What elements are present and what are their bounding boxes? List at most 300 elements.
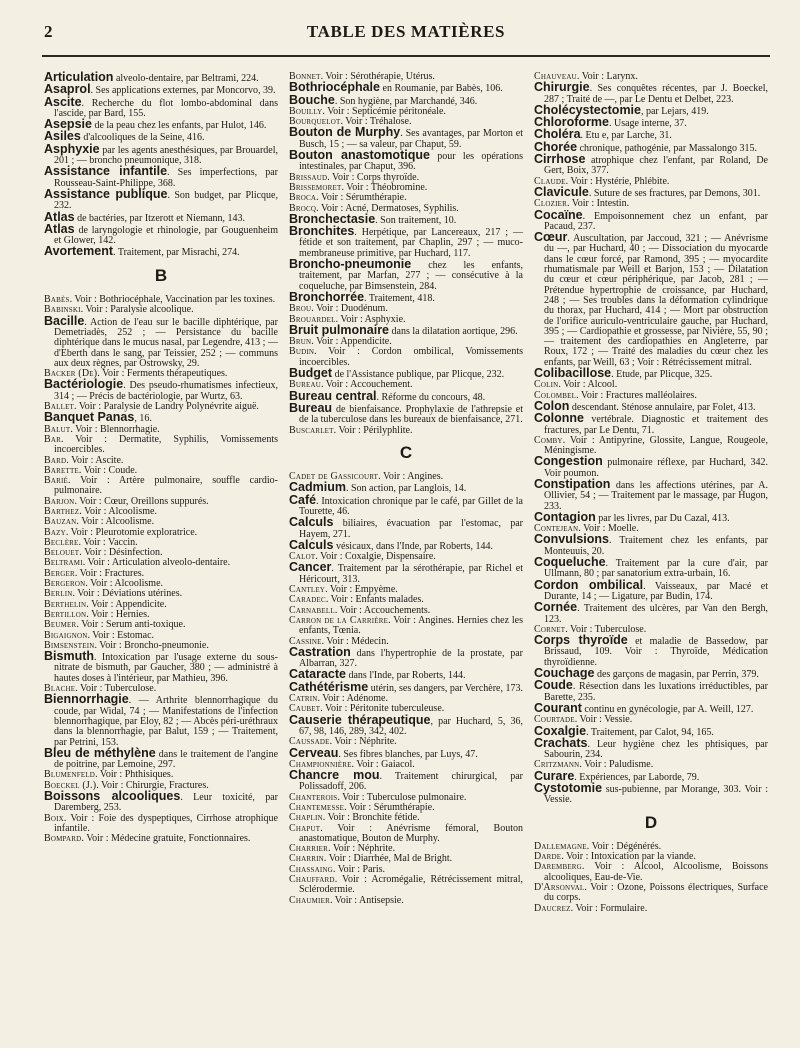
entry-author: Bertillon	[44, 608, 87, 620]
entry-text: . Voir : Anévrisme fémoral, Bouton anastomatique, Bouton de Murphy.	[299, 822, 523, 844]
entry-heading: Bronchorrée	[289, 289, 365, 304]
entry-heading: Congestion	[534, 454, 603, 469]
entry-text: . Voir : Tuberculose.	[565, 623, 647, 635]
entry-heading: Bothriocéphale	[289, 80, 380, 95]
entry-text: dans la dilatation aortique, 296.	[389, 325, 518, 337]
entry-heading: Bouton de Murphy	[289, 125, 401, 140]
entry-author: Berthelin	[44, 598, 87, 610]
entry-text: . Suture de ses fractures, par Demons, 301.	[588, 187, 761, 199]
entry-heading: Cathétérisme	[289, 679, 369, 694]
entry-author: Blache	[44, 683, 76, 695]
entry-text: . Voir : Chirurgie, Fractures.	[96, 779, 209, 791]
entry-text: . Empoisonnement chez un enfant, par Pacaud, 237.	[544, 210, 768, 232]
entry-heading: Choléra	[534, 127, 581, 142]
entry-author: Boix	[44, 812, 64, 824]
page-number: 2	[44, 22, 53, 41]
entry-text: . Voir : Hernies.	[86, 608, 150, 620]
index-entry	[289, 426, 523, 436]
entry-author: Caussade	[289, 736, 330, 748]
entry-text: . Voir : Vessie.	[574, 714, 633, 726]
entry-text: , par Lejars, 419.	[640, 105, 709, 117]
entry-author: Brouardel	[289, 313, 336, 325]
entry-heading: Curare	[534, 768, 575, 783]
entry-heading: Assistance infantile	[44, 164, 168, 179]
entry-text: dans l'Inde, par Roberts, 144.	[345, 670, 466, 682]
entry-text: . Voir : Serum anti-toxique.	[76, 619, 186, 631]
entry-author: Daremberg	[534, 861, 582, 873]
index-entry	[44, 791, 278, 814]
entry-text: . Voir : Paralysie alcoolique.	[80, 304, 194, 316]
entry-text: biliaires, évacuation par l'estomac, par Hayem, 271.	[299, 518, 523, 540]
entry-text: de bactéries, par Itzerott et Niemann, 143.	[74, 212, 246, 224]
index-column-left	[44, 72, 278, 844]
entry-heading: Calculs	[289, 537, 334, 552]
entry-text: . Voir : Fractures.	[74, 567, 145, 579]
index-entry	[534, 577, 768, 603]
entry-text: . Voir : Estomac.	[87, 629, 155, 641]
index-entry	[534, 154, 768, 177]
entry-heading: Bismuth	[44, 649, 94, 664]
entry-author: Bar	[44, 433, 61, 445]
entry-text: . Résection dans les luxations irréductibles, par Barette, 235.	[544, 681, 768, 703]
entry-author: Daucrez	[534, 902, 571, 914]
index-entry	[534, 680, 768, 703]
entry-text: . Voir : Alcoolisme.	[76, 516, 155, 528]
entry-heading: Colon	[534, 398, 570, 413]
entry-heading: Bruit pulmonaire	[289, 322, 390, 337]
entry-heading: Cordon ombilical	[534, 577, 644, 592]
entry-heading: Bactériologie	[44, 377, 124, 392]
index-entry	[534, 456, 768, 479]
entry-text: atrophique chez l'enfant, par Roland, De Gert, Boix, 377.	[544, 155, 768, 177]
entry-text: . Voir : Acromégalie, Rétrécissement mitral, Sclérodermie.	[299, 874, 523, 896]
entry-author: Babès	[44, 294, 70, 306]
entry-text: . Réforme du concours, 48.	[376, 391, 486, 403]
entry-author: Cornet	[534, 623, 566, 635]
entry-author: Boeckel (J.)	[44, 779, 97, 791]
entry-author: Darde	[534, 851, 562, 863]
entry-text: . Traitement, par Misrachi, 274.	[113, 247, 240, 259]
entry-text: . Voir : Intestin.	[566, 198, 630, 210]
index-entry	[289, 712, 524, 738]
entry-author: Bigaignon	[44, 629, 88, 641]
entry-author: Barié	[44, 475, 69, 487]
index-entry	[44, 745, 279, 771]
entry-text: . Voir : Artère pulmonaire, souffle cardio-pulmonaire.	[54, 475, 278, 497]
entry-heading: Colonne	[534, 411, 584, 426]
entry-heading: Cataracte	[289, 667, 346, 682]
entry-text: et maladie de Bassedow, par Brissaud, 109. Voir : Thyroïde, Médication thyroïdienne.	[544, 636, 768, 668]
entry-text: . Voir : Bronchite fétide.	[322, 812, 420, 824]
entry-text: . Voir : Hystérie, Phlébite.	[565, 175, 670, 187]
entry-heading: Cocaïne	[534, 207, 583, 222]
entry-text: . Voir : Néphrite.	[328, 843, 396, 855]
entry-text: . Ses imperfections, par Rousseau-Saint-Philippe, 368.	[54, 167, 278, 189]
entry-heading: Bouton anastomotique	[289, 148, 430, 163]
entry-heading: Cystotomie	[534, 781, 603, 795]
entry-text: . Voir : Alcoolisme.	[85, 578, 164, 590]
entry-heading: Cirrhose	[534, 152, 586, 167]
entry-author: Balut	[44, 423, 71, 435]
entry-author: Broca	[289, 192, 317, 204]
index-entry	[289, 226, 523, 259]
index-entry	[289, 875, 523, 896]
entry-text: . Voir : Appendicite.	[311, 336, 392, 348]
entry-author: Chaumier	[289, 894, 330, 906]
index-entry	[44, 435, 278, 456]
entry-text: . Voir : Broncho-pneumonie.	[94, 639, 209, 651]
entry-heading: Bleu de méthylène	[44, 745, 156, 760]
entry-heading: Cerveau	[289, 745, 339, 760]
entry-text: . Voir : Acné, Dermatoses, Syphilis.	[316, 202, 459, 214]
entry-heading: Cholécystectomie	[534, 102, 641, 117]
entry-text: . Voir : Alcool.	[558, 379, 618, 391]
entry-author: Bard	[44, 454, 67, 466]
entry-author: Charrin	[289, 853, 324, 865]
entry-heading: Courant	[534, 700, 582, 715]
entry-text: . Ses fibres blanches, par Luys, 47.	[338, 748, 478, 760]
entry-author: Caubet	[289, 703, 321, 715]
entry-text: . Voir : Désinfection.	[79, 547, 163, 559]
index-entry	[534, 783, 768, 806]
header-rule	[42, 55, 770, 57]
entry-author: Critzmann	[534, 759, 580, 771]
index-entry	[534, 602, 768, 625]
index-entry	[289, 400, 523, 426]
entry-heading: Café	[289, 492, 317, 507]
entry-author: Berger	[44, 567, 75, 579]
entry-text: , par Huchard, 5, 36, 67, 98, 146, 289, 342, 402.	[299, 715, 524, 737]
entry-text: . Voir : Antisepsie.	[329, 894, 404, 906]
index-entry	[289, 896, 523, 906]
entry-text: . Leur hygiène chez les phtisiques, par Sabourin, 234.	[544, 738, 768, 761]
index-entry	[534, 883, 768, 904]
entry-text: . Voir : Tuberculose pulmonaire.	[337, 791, 467, 803]
entry-text: . Voir : Coude.	[78, 464, 138, 476]
entry-text: . Intoxication chronique par le café, par Gillet de la Tourette, 46.	[299, 495, 523, 517]
entry-text: . Auscultation, par Jaccoud, 321 ; — Anévrisme du —, par Huchard, 40 ; — Dissociation du myocarde dans le cœur forcé, par Ramond, 395 ; — myocardite rhumatismale par Weill et Barjon, 153 ; — Dilatation du cœur et cœur périphérique, par Jacob, 281 ; — Prétendue hypertrophie de croissance, par Huchard, 248 ; — Ses troubles dans la déformation cylindrique du thorax, par Huchard, 414 ; — Mort par obstruction de l'orifice auriculo-ventriculaire gauche, par Huchard, 395 ; — Cardiopathie et grossesse, par Nivière, 55, 90 ; — traitement des cardiopathies en Angleterre, par Roux, 172 ; — Traité des maladies du cœur chez les enfants, par Weill, 63 ; Voir : Rétrécissement mitral.	[544, 233, 768, 368]
index-column-middle	[289, 72, 523, 906]
entry-heading: Asaprol	[44, 82, 91, 97]
entry-author: Comby	[534, 434, 563, 446]
entry-author: Barjon	[44, 495, 75, 507]
entry-text: . Voir : Duodénum.	[311, 303, 388, 315]
entry-text: dans l'hypertrophie de la prostate, par Albarran, 327.	[299, 647, 523, 670]
entry-heading: Corps thyroïde	[534, 633, 628, 648]
entry-author: Charrier	[289, 843, 328, 855]
entry-text: . Traitement des ulcères, par Van den Bergh, 123.	[544, 603, 768, 625]
entry-text: . Voir : Sérothérapie, Utérus.	[320, 71, 435, 82]
entry-heading: Chorée	[534, 139, 578, 154]
entry-author: Buscarlet	[289, 424, 334, 436]
entry-text: . Voir : Septicémie péritonéale.	[322, 105, 446, 117]
entry-text: . Voir : Tuberculose.	[75, 683, 157, 695]
entry-text: pour les opérations intestinales, par Chaput, 396.	[299, 151, 524, 173]
entry-author: Bourquelot	[289, 116, 341, 128]
index-entry	[534, 207, 768, 233]
entry-text: chez les enfants, traitement, par Marfan, 277 ; — consécutive à la coqueluche, par Bimsenstein, 284.	[299, 260, 523, 292]
entry-text: vertébrale. Diagnostic et traitement des fractures, par Le Dentu, 71.	[544, 414, 768, 436]
page-title: TABLE DES MATIÈRES	[306, 22, 506, 41]
entry-author: Chauffard	[289, 874, 335, 886]
entry-text: . Son traitement, 10.	[375, 214, 457, 226]
entry-author: Bompard	[44, 833, 82, 845]
entry-text: . Leur toxicité, par Daremberg, 253.	[54, 792, 278, 814]
entry-text: . Voir : Médecin.	[321, 635, 389, 647]
entry-text: . Son action, par Langlois, 14.	[345, 483, 467, 495]
entry-text: dans les affections utérines, par A. Ollivier, 54 ; — Traitement par le massage, par Hugon, 233.	[544, 479, 768, 512]
entry-text: . Traitement chirurgical, par Polissadoff, 206.	[299, 771, 523, 793]
entry-author: Blumenfeld	[44, 769, 96, 781]
entry-text: . Voir : Phthisiques.	[95, 769, 174, 781]
entry-text: . Voir : Théobromine.	[341, 181, 428, 193]
index-entry	[289, 616, 523, 637]
entry-text: . Ses applications externes, par Moncorvo, 39.	[90, 85, 276, 97]
entry-text: . Voir : Fractures malléolaires.	[576, 389, 697, 401]
entry-text: vésicaux, dans l'Inde, par Roberts, 144.	[333, 540, 494, 552]
entry-text: , 16.	[134, 413, 152, 425]
entry-text: . Voir : Paris.	[332, 863, 386, 875]
index-entry	[289, 482, 523, 494]
index-entry	[44, 141, 278, 167]
entry-author: Belouet	[44, 547, 80, 559]
entry-text: de bienfaisance. Prophylaxie de l'athrepsie et de la tuberculose dans les bureaux de bienfaisance, 271.	[299, 403, 523, 426]
entry-author: Bureau	[289, 379, 321, 391]
entry-author: Backer (De)	[44, 368, 98, 380]
entry-heading: Coqueluche	[534, 555, 606, 570]
entry-text: . Usage interne, 37.	[609, 118, 687, 130]
entry-text: dans le traitement de l'angine de poitrine, par Lemoine, 297.	[54, 748, 279, 771]
entry-author: Barette	[44, 464, 79, 476]
entry-author: Bergeron	[44, 578, 86, 590]
entry-author: Chauveau	[534, 71, 577, 82]
entry-text: . Traitement, 418.	[364, 292, 435, 304]
entry-text: . Action de l'eau sur le bacille diphtérique, par Demetriadès, 252 ; — Persistance du bacille diphtérique dans le mucus nasal, par Legendre, 413 ; — d'Eberth dans le sang, par Teissier, 252 ; — communs aux deux règnes, par Ostrowsky, 29.	[54, 316, 278, 369]
entry-text: de laryngologie et rhinologie, par Gouguenheim et Glower, 142.	[54, 224, 278, 247]
entry-text: . — Arthrite blennorrhagique du coude, par Widal, 74 ; — Manifestations de l'infection blennorrhagique, par Eloy, 82 ; — Abcès péri-uréthraux dans la blennorrhagie, par Balut, 159 ; — Traitement, par Petrini, 153.	[54, 695, 278, 748]
entry-author: Chantemesse	[289, 802, 345, 813]
entry-heading: Coxalgie	[534, 723, 587, 738]
index-entry	[289, 824, 523, 845]
entry-author: Carron de la Carrière	[289, 614, 389, 626]
entry-heading: Bronchectasie	[289, 211, 376, 226]
entry-text: . Voir : Pleurotomie exploratrice.	[65, 526, 198, 538]
index-entry	[44, 166, 278, 189]
entry-author: Contejean	[534, 523, 579, 535]
entry-heading: Ascite	[44, 94, 82, 109]
entry-author: Dallemagne	[534, 840, 587, 852]
index-entry	[534, 436, 768, 457]
entry-text: . Voir : Ozone, Poissons électriques, Surface du corps.	[544, 882, 768, 904]
index-entry	[534, 413, 768, 436]
entry-text: . Voir : Accouchement.	[320, 379, 413, 391]
index-entry	[534, 476, 768, 512]
entry-heading: Cornée	[534, 600, 578, 615]
entry-heading: Boissons alcooliques	[44, 789, 181, 803]
section-letter: C	[399, 442, 413, 462]
section-letter: D	[644, 812, 658, 832]
entry-text: . Voir : Articulation alveolo-dentaire.	[82, 557, 231, 569]
entry-text: chronique, pathogénie, par Massalongo 315.	[577, 142, 758, 154]
entry-heading: Articulation	[44, 70, 114, 84]
entry-text: . Traitement par la sérothérapie, par Richel et Héricourt, 313.	[299, 563, 523, 585]
index-entry	[289, 150, 523, 173]
index-entry	[534, 904, 768, 914]
entry-text: . Voir : Péritonite tuberculeuse.	[320, 703, 445, 715]
entry-author: Cadet de Gassicourt	[289, 471, 379, 483]
entry-author: Claude	[534, 175, 566, 187]
entry-heading: Cancer	[289, 560, 332, 575]
entry-text: . Voir : Accouchements.	[334, 604, 431, 616]
entry-heading: Atlas	[44, 209, 75, 224]
entry-text: . Voir : Diarrhée, Mal de Bright.	[323, 853, 453, 865]
entry-text: . Traitement par la cure d'air, par Ullmann, 80 ; par sanatorium extra-urbain, 16.	[544, 558, 768, 580]
entry-text: de la peau chez les enfants, par Hulot, 146.	[91, 120, 267, 132]
index-entry	[289, 347, 523, 368]
entry-heading: Coude	[534, 678, 573, 693]
entry-text: pulmonaire réflexe, par Huchard, 342. Voir poumon.	[544, 457, 768, 479]
entry-heading: Calculs	[289, 515, 334, 530]
entry-text: . Voir : Alcoolisme.	[79, 505, 157, 517]
entry-text: . Voir : Intoxication par la viande.	[561, 851, 696, 863]
entry-author: Bouilly	[289, 105, 323, 117]
entry-text: . Intoxication par l'usage externe du sous-nitrate de bismuth, par Gaucher, 380 ; — administré à hautes doses à l'intérieur, par Mathieu, 396.	[54, 652, 278, 684]
entry-text: continu en gynécologie, par A. Weill, 127.	[581, 703, 754, 715]
entry-text: . Voir : Empyème.	[325, 584, 398, 596]
entry-text: . Voir : Paludisme.	[579, 759, 654, 771]
entry-text: . Voir : Sérumthérapie.	[316, 192, 407, 204]
index-entry	[289, 492, 523, 518]
entry-heading: Atlas	[44, 221, 75, 236]
entry-heading: Causerie thérapeutique	[289, 712, 431, 727]
entry-text: . Voir : Sérumthérapie.	[344, 802, 435, 813]
entry-author: Berlin	[44, 588, 73, 600]
index-entry	[44, 814, 278, 835]
entry-text: . Voir : Cordon ombilical, Vomissements incoercibles.	[299, 346, 523, 368]
entry-text: . Recherche du flot lombo-abdominal dans l'ascide, par Bard, 155.	[54, 97, 278, 119]
entry-author: Bonnet	[289, 71, 321, 82]
index-column-right	[534, 72, 768, 914]
entry-text: . Voir : Cœur, Oreillons suppurés.	[74, 495, 209, 507]
entry-text: . Voir : Enfants malades.	[325, 594, 424, 606]
entry-text: . Voir : Antipyrine, Glossite, Langue, Rougeole, Méningisme.	[544, 434, 768, 457]
entry-heading: Assistance publique	[44, 186, 168, 201]
entry-text: . Voir : Déviations utérines.	[72, 588, 183, 600]
entry-text: . Etude, par Plicque, 325.	[611, 369, 713, 381]
entry-author: Colombel	[534, 389, 577, 401]
entry-heading: Bacille	[44, 313, 85, 328]
index-entry	[289, 562, 523, 585]
entry-author: Clozier	[534, 198, 567, 210]
entry-text: par les livres, par Du Cazal, 413.	[595, 512, 730, 524]
entry-author: Calot	[289, 551, 316, 563]
entry-heading: Asiles	[44, 129, 81, 144]
entry-author: Ballet	[44, 401, 75, 413]
entry-heading: Bouche	[289, 92, 335, 107]
index-entry	[44, 246, 278, 258]
entry-text: utérin, ses dangers, par Verchère, 173.	[368, 682, 523, 694]
entry-text: . Voir : Vaccin.	[78, 536, 138, 548]
entry-author: Bimsenstein	[44, 639, 95, 651]
entry-text: . Voir : Foie des dyspeptiques, Cirrhose atrophique infantile.	[54, 812, 278, 834]
entry-heading: Asphyxie	[44, 141, 100, 156]
entry-heading: Crachats	[534, 735, 588, 750]
entry-author: Catrin	[289, 693, 318, 705]
entry-text: . Traitement chez les enfants, par Monteuuis, 20.	[544, 535, 768, 557]
entry-text: . Voir : Alcool, Alcoolisme, Boissons alcooliques, Eau-de-Vie.	[544, 861, 768, 883]
entry-text: . Expériences, par Laborde, 79.	[574, 771, 700, 783]
entry-author: Brun	[289, 336, 312, 348]
entry-text: . Voir : Formulaire.	[570, 902, 648, 914]
index-entry	[289, 517, 523, 540]
entry-author: Courtade	[534, 714, 575, 726]
entry-text: par les agents anesthésiques, par Brouardel, 201 ; — broncho pneumonique, 318.	[54, 144, 278, 167]
entry-author: Brissemoret	[289, 181, 342, 193]
index-entry	[534, 232, 768, 368]
entry-text: . Voir : Ascite.	[66, 454, 124, 466]
index-entry	[44, 651, 278, 684]
entry-text: . Voir : Bothriocéphale, Vaccination par les toxines.	[69, 294, 276, 306]
entry-text: . Son budget, par Plicque, 232.	[54, 189, 278, 212]
entry-text: . Voir : Asphyxie.	[335, 313, 406, 325]
entry-text: . Voir : Angines.	[378, 471, 444, 483]
entry-text: . Voir : Gaiacol.	[351, 758, 415, 770]
entry-heading: Chirurgie	[534, 80, 590, 95]
entry-heading: Asepsie	[44, 117, 92, 132]
entry-heading: Avortement	[44, 244, 113, 259]
entry-text: . Voir : Médecine gratuite, Fonctionnaires.	[81, 833, 251, 845]
entry-text: . Voir : Corps thyroïde.	[327, 171, 420, 183]
index-entry	[44, 94, 278, 120]
entry-text: . Voir : Moelle.	[578, 523, 639, 535]
entry-author: Brocq	[289, 202, 317, 214]
entry-heading: Bureau	[289, 400, 333, 415]
entry-text: . Voir : Dermatite, Syphilis, Vomissements incoercibles.	[54, 433, 278, 456]
entry-heading: Couchage	[534, 666, 595, 681]
entry-author: Bauzan	[44, 516, 77, 528]
entry-text: . Voir : Ferments thérapeutiques.	[97, 368, 228, 380]
index-entry	[289, 259, 523, 292]
entry-author: Chassaing	[289, 863, 333, 875]
entry-text: . Ses conquêtes récentes, par J. Boeckel, 287 ; Traité de —, par Le Dentu et Delbet, 223.	[544, 83, 768, 105]
entry-heading: Colibacillose	[534, 366, 612, 381]
index-entry	[534, 557, 768, 580]
index-entry	[44, 221, 278, 247]
entry-heading: Chloroforme	[534, 115, 609, 130]
entry-heading: Cœur	[534, 230, 568, 245]
index-entry	[44, 209, 278, 224]
entry-text: . Voir : Périlyphlite.	[333, 424, 413, 436]
entry-text: . Voir : Angines. Hernies chez les enfants, Tœnia.	[299, 614, 523, 637]
entry-text: . Etu e, par Larche, 31.	[580, 130, 672, 142]
entry-text: . Voir : Larynx.	[576, 71, 638, 82]
entry-heading: Chancre mou	[289, 768, 380, 783]
entry-heading: Clavicule	[534, 184, 589, 199]
entry-author: Chaplin	[289, 812, 323, 824]
entry-text: . Vaisseaux, par Macé et Durante, 14 ; — Ligature, par Budin, 174.	[544, 580, 768, 602]
entry-author: Beltrami	[44, 557, 83, 569]
entry-text: en Roumanie, par Babès, 106.	[380, 83, 503, 95]
entry-author: Cassine	[289, 635, 322, 647]
entry-author: Colin	[534, 379, 559, 391]
entry-author: Carnabell	[289, 604, 335, 616]
entry-heading: Cadmium	[289, 480, 346, 495]
entry-heading: Bronchites	[289, 224, 355, 239]
entry-text: des garçons de magasin, par Perrin, 379.	[594, 669, 759, 681]
entry-text: . Voir : Dégénérés.	[586, 840, 662, 852]
index-entry	[534, 735, 768, 761]
index-entry	[44, 834, 278, 844]
